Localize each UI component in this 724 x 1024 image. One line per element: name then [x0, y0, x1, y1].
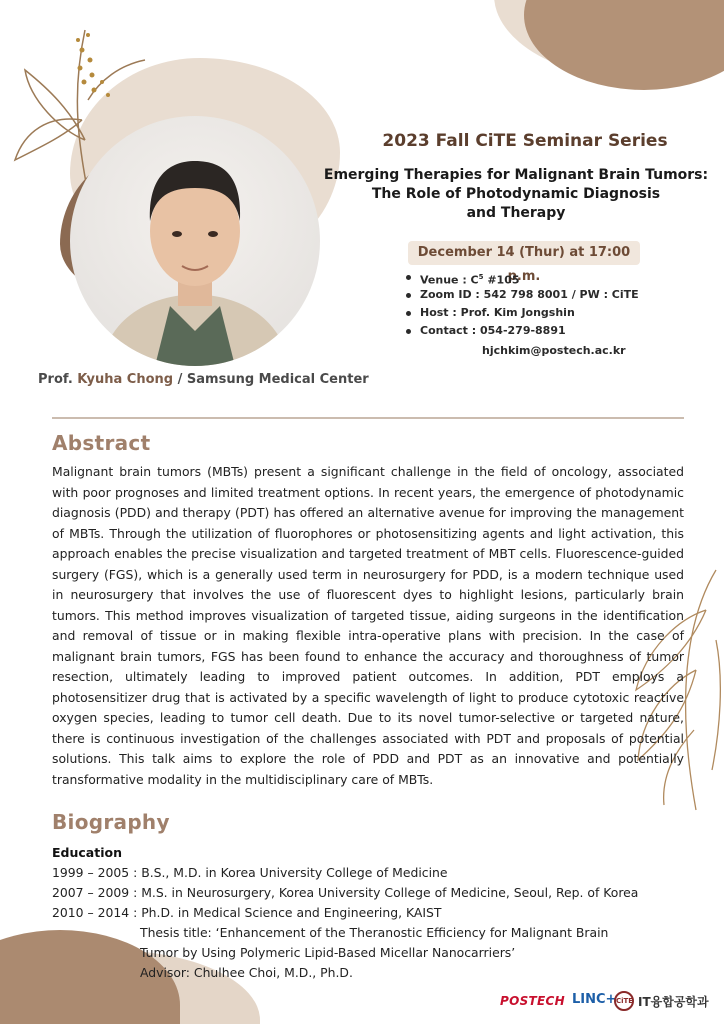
talk-title-line: and Therapy [466, 205, 566, 221]
contact-email[interactable]: hjchkim@postech.ac.kr [482, 344, 626, 357]
linc-logo [572, 992, 616, 1007]
series-title: 2023 Fall CiTE Seminar Series [382, 131, 668, 151]
cite-logo-icon: CiTE [614, 991, 634, 1011]
postech-logo: POSTECH [500, 994, 565, 1008]
education-entry: 1999 – 2005 : B.S., M.D. in Korea University College of Medicine [52, 865, 448, 880]
it-department-logo: IT융합공학과 [638, 995, 709, 1009]
linc-logo-plus: + [605, 992, 617, 1007]
contact-item: Contact : 054-279-8891 [404, 322, 704, 340]
linc-logo-text: LINC [572, 992, 606, 1007]
abstract-body: Malignant brain tumors (MBTs) present a significant challenge in the field of oncology, associated with poor prognoses and limited treatment options. In recent years, the emergence of photodynamic diagnosis (PDD) and therapy (PDT) has offered an alternative avenue for improving the management of MBTs. Through the utilization of fluorophores or photosensitizing agents and light activation, this approach enables the precise visualization and targeted treatment of MBT cells. Fluorescence-guided surgery (FGS), which is a generally used term in neurosurgery for PDD, is a modern technique used in neurosurgery that involves the use of fluorescent dyes to highlight lesions, particularly brain tumors. This method improves visualization of targeted tissue, aiding surgeons in the identification and removal of tissue or in making flexible intra-operative plans with precision. In the case of malignant brain tumors, FGS has been found to enhance the accuracy and thoroughness of tumor resection, ultimately leading to improved patient outcomes. In addition, PDT employs a photosensitizer drug that is activated by a specific wavelength of light to produce cytotoxic reactive oxygen species, leading to tumor cell death. Due to its novel tumor-selective or targeted nature, there is continuous investigation of the challenges associated with PDT and proposals of potential solutions. This talk aims to explore the role of PDD and PDT as an innovative and potentially transformative modality in the multidisciplinary care of MBTs. [52, 464, 684, 787]
zoom-item: Zoom ID : 542 798 8001 / PW : CiTE [404, 286, 704, 304]
venue-item [404, 268, 704, 286]
speaker-affiliation: / Samsung Medical Center [173, 372, 369, 387]
talk-title-line: Emerging Therapies for Malignant Brain Tumors: [323, 167, 709, 183]
venue-superscript: 5 [478, 273, 484, 281]
speaker-caption [38, 372, 369, 387]
event-date: December 14 (Thur) at 17:00 p.m. [408, 241, 640, 265]
biography-heading: Biography [52, 810, 170, 834]
thesis-title: Thesis title: ‘Enhancement of the Theranostic Efficiency for Malignant Brain [140, 925, 609, 940]
education-label: Education [52, 845, 122, 860]
event-info-list [404, 268, 704, 340]
thesis-title-continued: Tumor by Using Polymeric Lipid-Based Micellar Nanocarriers’ [140, 945, 516, 960]
venue-prefix: Venue : C [420, 273, 479, 287]
talk-title-line: The Role of Photodynamic Diagnosis [371, 186, 661, 202]
section-divider [52, 417, 684, 419]
host-item: Host : Prof. Kim Jongshin [404, 304, 704, 322]
speaker-prefix: Prof. [38, 372, 78, 387]
talk-title [318, 166, 714, 223]
speaker-photo [70, 116, 320, 366]
speaker-name: Kyuha Chong [77, 372, 174, 387]
abstract-heading: Abstract [52, 431, 151, 455]
education-entry: 2010 – 2014 : Ph.D. in Medical Science and Engineering, KAIST [52, 905, 442, 920]
speaker-portrait-illustration [70, 116, 320, 366]
education-entry: 2007 – 2009 : M.S. in Neurosurgery, Korea University College of Medicine, Seoul, Rep. of Korea [52, 885, 639, 900]
venue-room: #105 [483, 273, 520, 287]
corner-decoration-dark [524, 0, 724, 90]
advisor: Advisor: Chulhee Choi, M.D., Ph.D. [140, 965, 353, 980]
